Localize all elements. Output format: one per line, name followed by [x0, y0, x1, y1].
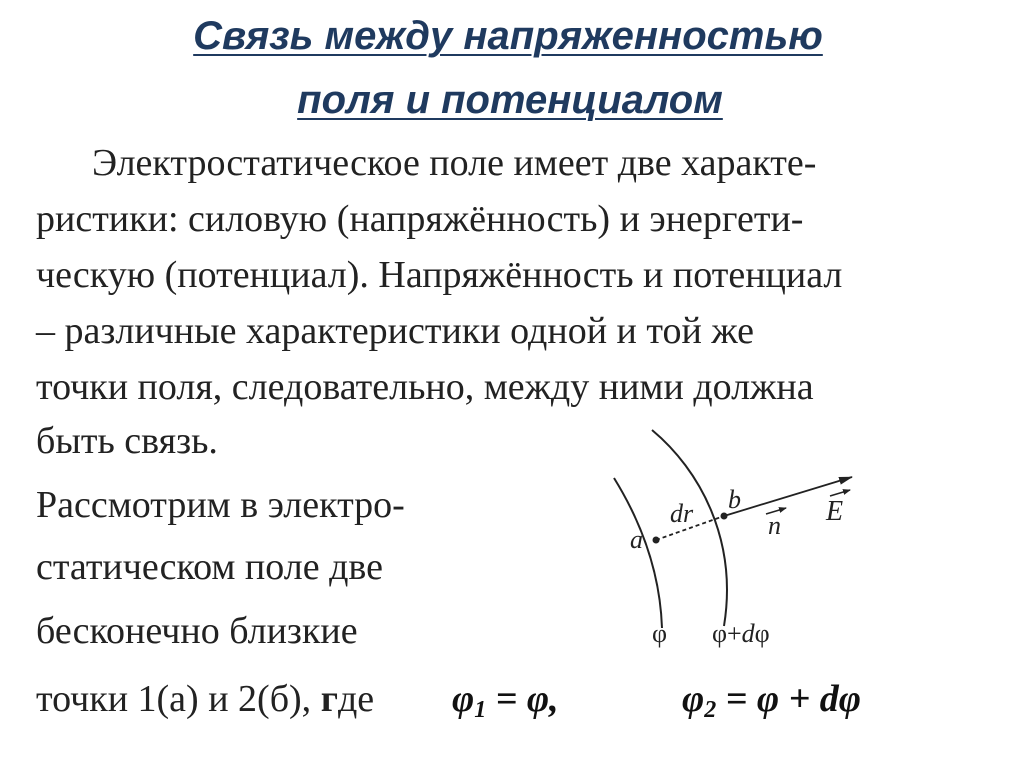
point-b [721, 513, 728, 520]
formula-phi-1 [452, 680, 559, 722]
last-line-de: де [337, 678, 375, 720]
last-line-g: г [320, 678, 338, 720]
paragraph-2-line-2: статическом поле две [36, 546, 383, 588]
label-E: E [826, 496, 844, 527]
paragraph-1-line-2: ристики: силовую (напряжённость) и энергети- [36, 198, 804, 240]
label-n: n [768, 511, 781, 540]
paragraph-1-line-1: Электростатическое поле имеет две характе- [92, 142, 817, 184]
phi2-rhs: = φ + dφ [716, 678, 861, 720]
formula-phi-2 [682, 680, 861, 722]
phi2-subscript: 2 [704, 697, 717, 723]
phi1-rhs: = φ, [486, 678, 559, 720]
paragraph-1-line-6: быть связь. [36, 420, 218, 462]
paragraph-2-line-1: Рассмотрим в электро- [36, 484, 405, 526]
phi1-subscript: 1 [474, 697, 487, 723]
paragraph-2-line-3: бесконечно близкие [36, 610, 358, 652]
point-a [653, 537, 660, 544]
label-a: a [630, 525, 643, 554]
label-phi-plus-dphi [712, 619, 770, 648]
last-line [36, 680, 374, 718]
label-dr: dr [670, 499, 694, 528]
paragraph-1-line-5: точки поля, следовательно, между ними должна [36, 366, 814, 408]
last-line-text: точки 1(а) и 2(б), [36, 678, 312, 720]
label-phi-tail: φ [754, 619, 770, 648]
phi1-symbol: φ [452, 678, 475, 720]
label-phi: φ [652, 619, 668, 648]
paragraph-1-line-3: ческую (потенциал). Напряжённость и потенциал [36, 254, 843, 296]
label-d: d [741, 619, 755, 648]
phi2-symbol: φ [682, 678, 705, 720]
paragraph-1-line-4: – различные характеристики одной и той же [36, 310, 754, 352]
slide-title-line-1: Связь между напряженностью [193, 14, 823, 58]
slide-title-line-2: поля и потенциалом [297, 78, 723, 122]
equipotential-diagram [600, 425, 844, 655]
label-phi-plus: φ+ [712, 619, 742, 648]
label-b: b [728, 485, 741, 514]
